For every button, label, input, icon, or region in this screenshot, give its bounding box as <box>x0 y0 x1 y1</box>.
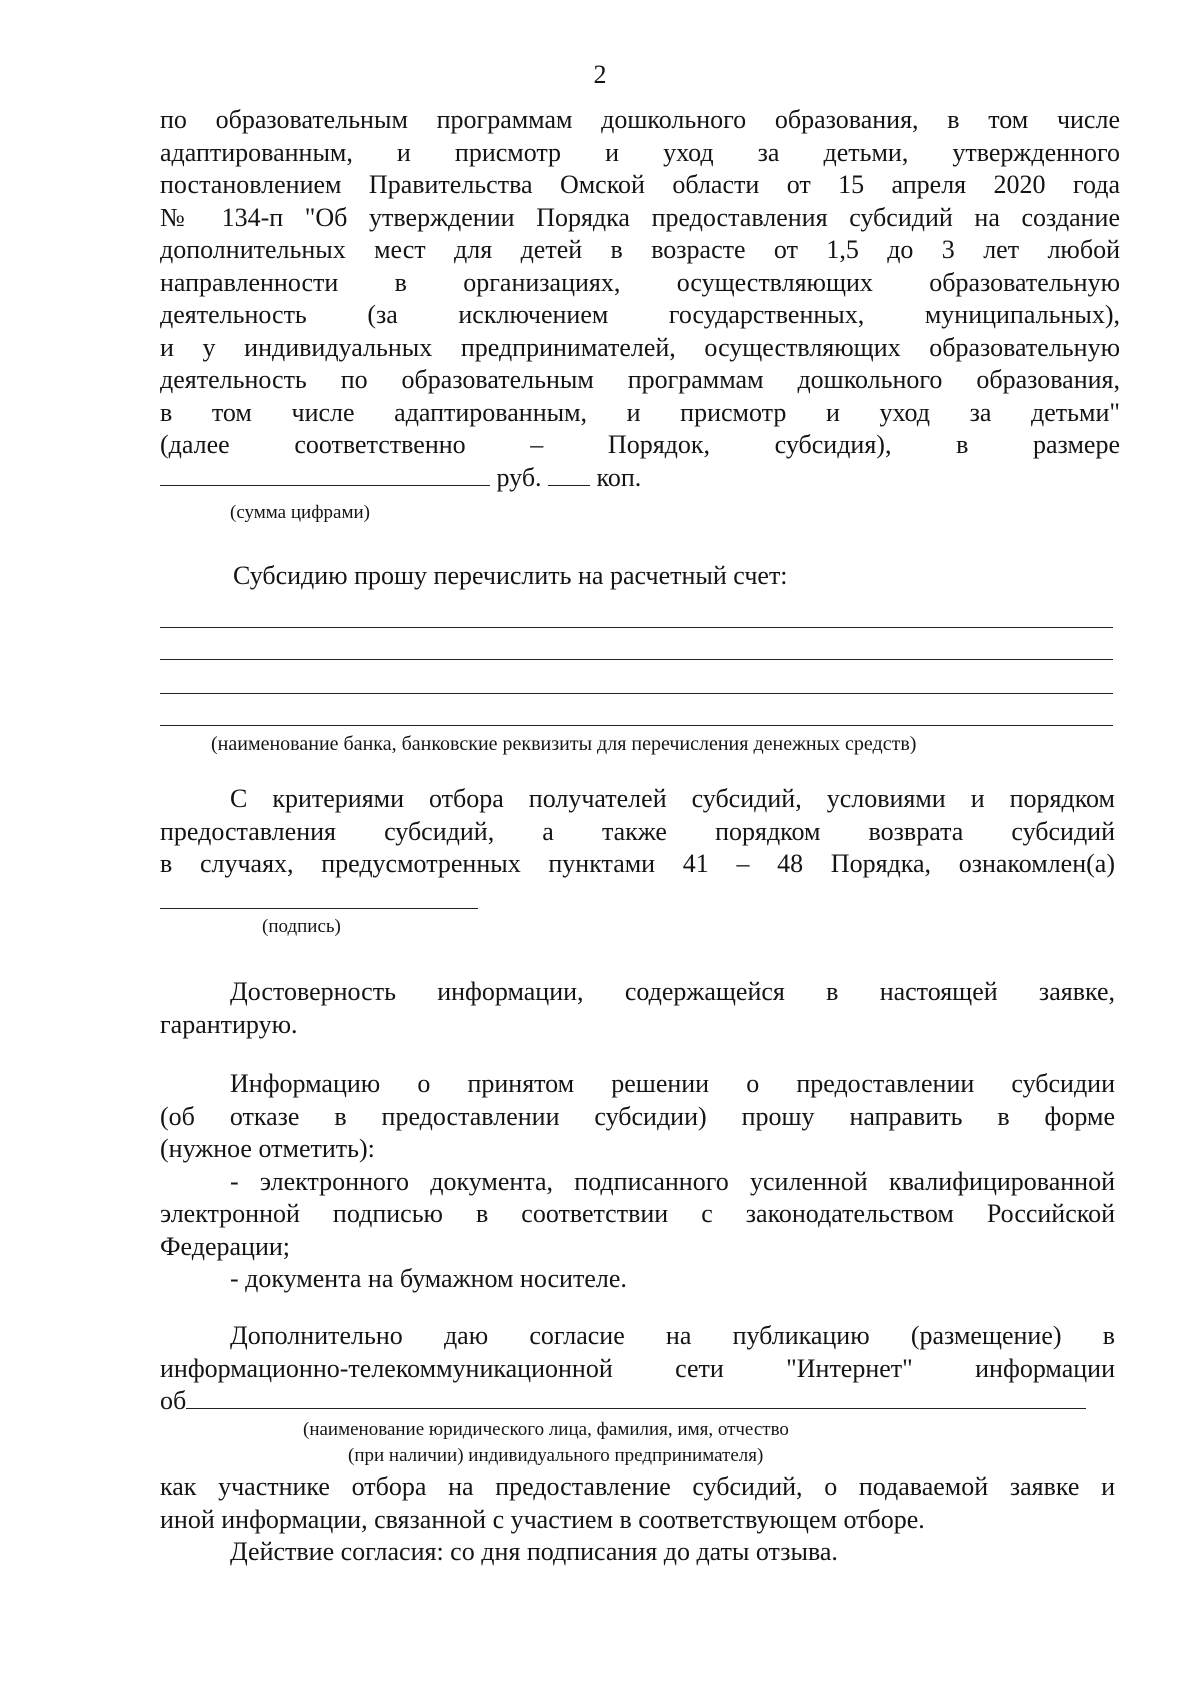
criteria-paragraph <box>160 783 1115 881</box>
consent-after-line: иной информации, связанной с участием в соответствующем отборе. <box>160 1504 925 1534</box>
criteria-line: предоставления субсидий, а также порядком возврата субсидий <box>160 816 1115 846</box>
applicant-caption-1: (наименование юридического лица, фамилия, имя, отчество <box>303 1419 789 1440</box>
consent-after-line: как участнике отбора на предоставление субсидий, о подаваемой заявке и <box>160 1472 1115 1501</box>
intro-paragraph <box>160 104 1120 494</box>
signature-caption: (подпись) <box>262 916 341 937</box>
rub-label: руб. <box>496 462 542 492</box>
decision-option-electronic[interactable]: - электронного документа, подписанного усиленной квалифицированной <box>230 1166 1115 1196</box>
sum-rub-field[interactable] <box>160 463 490 486</box>
applicant-caption-2: (при наличии) индивидуального предпринимателя) <box>348 1445 764 1466</box>
intro-line: деятельность по образовательным программам дошкольного образования, <box>160 365 1120 394</box>
intro-line: в том числе адаптированным, и присмотр и уход за детьми" <box>160 397 1120 427</box>
intro-line: (далее соответственно – Порядок, субсидия), в размере <box>160 430 1120 459</box>
sum-caption: (сумма цифрами) <box>230 502 370 523</box>
reliability-line: гарантирую. <box>160 1009 298 1039</box>
reliability-paragraph <box>160 976 1115 1041</box>
account-text: Субсидию прошу перечислить на расчетный счет: <box>233 561 788 590</box>
signature-line[interactable] <box>160 908 478 909</box>
intro-line: адаптированным, и присмотр и уход за детьми, утвержденного <box>160 137 1120 167</box>
reliability-line: Достоверность информации, содержащейся в настоящей заявке, <box>230 977 1115 1006</box>
criteria-line: С критериями отбора получателей субсидий, условиями и порядком <box>230 784 1115 813</box>
consent-after-paragraph <box>160 1471 1115 1569</box>
consent-validity: Действие согласия: со дня подписания до даты отзыва. <box>230 1537 838 1566</box>
consent-about-line <box>160 1385 1115 1418</box>
about-prefix: об <box>160 1386 187 1415</box>
page-number: 2 <box>593 60 607 89</box>
decision-paragraph <box>160 1068 1115 1296</box>
decision-line: (об отказе в предоставлении субсидии) прошу направить в форме <box>160 1101 1115 1131</box>
criteria-line: в случаях, предусмотренных пунктами 41 – 48 Порядка, ознакомлен(а) <box>160 849 1115 878</box>
sum-line <box>160 462 1120 495</box>
decision-option-paper[interactable]: - документа на бумажном носителе. <box>230 1264 627 1293</box>
account-line-3[interactable] <box>160 693 1113 694</box>
consent-paragraph <box>160 1320 1115 1418</box>
decision-option-electronic-line: электронной подписью в соответствии с законодательством Российской <box>160 1199 1115 1228</box>
consent-line: информационно-телекоммуникационной сети "Интернет" информации <box>160 1353 1115 1383</box>
intro-line: направленности в организациях, осуществляющих образовательную <box>160 267 1120 297</box>
intro-line: постановлением Правительства Омской области от 15 апреля 2020 года <box>160 170 1120 199</box>
intro-line: № 134-п "Об утверждении Порядка предоставления субсидий на создание <box>160 202 1120 232</box>
decision-option-electronic-line: Федерации; <box>160 1231 291 1261</box>
account-caption: (наименование банка, банковские реквизиты для перечисления денежных средств) <box>211 733 917 755</box>
account-line-2[interactable] <box>160 659 1113 660</box>
account-line-1[interactable] <box>160 627 1113 628</box>
decision-line: Информацию о принятом решении о предоставлении субсидии <box>230 1069 1115 1098</box>
decision-line: (нужное отметить): <box>160 1134 375 1163</box>
intro-line: по образовательным программам дошкольного образования, в том числе <box>160 105 1120 134</box>
applicant-name-field[interactable] <box>186 1386 1086 1409</box>
kop-label: коп. <box>596 462 642 492</box>
intro-line: деятельность (за исключением государственных, муниципальных), <box>160 300 1120 329</box>
account-line-4[interactable] <box>160 725 1113 726</box>
sum-kop-field[interactable] <box>548 463 590 486</box>
consent-line: Дополнительно даю согласие на публикацию (размещение) в <box>230 1321 1115 1350</box>
intro-line: и у индивидуальных предпринимателей, осуществляющих образовательную <box>160 332 1120 362</box>
intro-line: дополнительных мест для детей в возрасте от 1,5 до 3 лет любой <box>160 235 1120 264</box>
